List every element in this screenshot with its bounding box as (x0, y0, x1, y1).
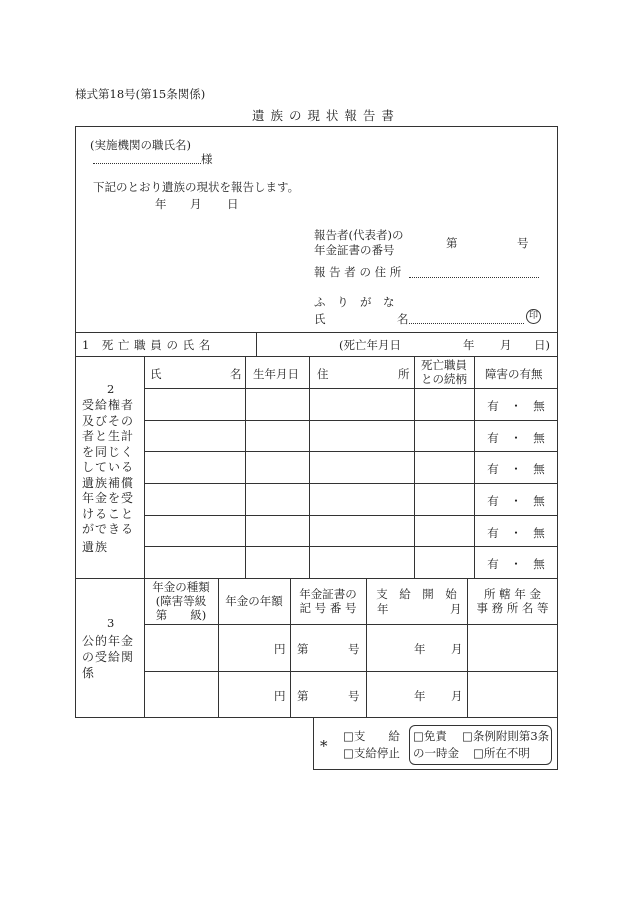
survivor-address-cell[interactable] (310, 516, 413, 545)
section2-side-line: 遺族補償 (82, 475, 135, 490)
survivor-relation-cell[interactable] (415, 547, 473, 577)
col-relation-2: との続柄 (421, 372, 467, 386)
col-start-year: 年 (377, 602, 389, 616)
section1-bottom-line (75, 356, 558, 357)
section2-side-line: 年金を受 (82, 491, 135, 505)
section2-side-line: を同じく (82, 444, 135, 459)
survivor-address-cell[interactable] (310, 421, 413, 450)
yen-label: 円 (274, 642, 286, 656)
option-shikyu[interactable]: □支 給 (343, 729, 400, 743)
section1-label: 1 死 亡 職 員 の 氏 名 (82, 338, 211, 352)
col-address-a: 住 (317, 367, 329, 381)
col-cert-number-2: 記 号 番 号 (299, 601, 357, 615)
death-year-label: 年 (463, 338, 475, 352)
survivor-birthdate-cell[interactable] (246, 547, 308, 577)
cert-go-label: 号 (517, 236, 529, 250)
section2-side-line: 受給権者 (82, 398, 135, 412)
survivor-birthdate-cell[interactable] (246, 484, 308, 514)
col-start-line1: 支 給 開 始 (376, 587, 457, 601)
option-stop[interactable]: □支給停止 (343, 746, 400, 760)
survivor-relation-cell[interactable] (415, 484, 473, 514)
section2-side-text (82, 398, 134, 556)
date-month-label: 月 (190, 197, 202, 211)
section2-number: 2 (107, 382, 115, 396)
survivor-name-cell[interactable] (145, 516, 244, 545)
col-pension-amount: 年金の年額 (225, 594, 283, 608)
cert-dai-label: 第 (297, 642, 309, 656)
survivor-address-cell[interactable] (310, 547, 413, 577)
disability-yes-no[interactable]: 有 ・ 無 (487, 462, 545, 476)
start-year-label: 年 (414, 689, 426, 703)
section2-side-line: 遺族 (82, 539, 109, 554)
option-article[interactable]: □条例附則第3条 (462, 729, 550, 743)
disability-yes-no[interactable]: 有 ・ 無 (487, 494, 545, 508)
section2-side-line: 及びその (82, 413, 135, 428)
section3-side-line: 係 (82, 666, 96, 680)
survivor-birthdate-cell[interactable] (246, 421, 308, 450)
col-birthdate: 生年月日 (253, 367, 299, 381)
col-pension-type-2: (障害等級 (155, 594, 207, 608)
survivor-relation-cell[interactable] (415, 389, 473, 419)
col-address-b: 所 (398, 367, 410, 381)
section2-side-line: ができる (82, 522, 135, 536)
survivor-address-cell[interactable] (310, 452, 413, 482)
col-name-b: 名 (230, 367, 242, 381)
survivor-birthdate-cell[interactable] (246, 389, 308, 419)
cert-go-label: 号 (348, 642, 360, 656)
name-shi-label: 氏 (314, 312, 326, 326)
section3-side-line: 公的年金 (82, 634, 135, 648)
date-year-label: 年 (155, 197, 167, 211)
section3-side-text (82, 633, 134, 681)
col-pension-type (144, 580, 218, 622)
disability-yes-no[interactable]: 有 ・ 無 (487, 431, 545, 445)
reporter-address-label: 報 告 者 の 住 所 (314, 265, 402, 279)
option-lump-sum: の一時金 (413, 746, 459, 760)
cert-dai-label: 第 (297, 689, 309, 703)
agency-label: (実施機関の職氏名) (90, 138, 191, 152)
section2-side-line: している (82, 460, 135, 474)
reporter-address-line[interactable] (409, 277, 539, 278)
cert-dai-label: 第 (446, 236, 458, 250)
form-title: 遺 族 の 現 状 報 告 書 (252, 108, 395, 123)
seal-mark: 印 (526, 309, 541, 324)
date-day-label: 日 (227, 197, 239, 211)
furigana-label: ふ り が な (314, 295, 395, 309)
survivor-birthdate-cell[interactable] (246, 452, 308, 482)
start-year-label: 年 (414, 642, 426, 656)
asterisk-mark: * (320, 737, 328, 755)
col-name-a: 氏 (150, 367, 162, 381)
survivor-name-cell[interactable] (145, 547, 244, 577)
s3-header-line (144, 624, 558, 625)
col-pension-type-1: 年金の種類 (152, 580, 210, 594)
survivor-relation-cell[interactable] (415, 516, 473, 545)
col-pension-office-1: 所 轄 年 金 (484, 587, 541, 601)
section2-side-line: 者と生計 (82, 429, 135, 443)
survivor-birthdate-cell[interactable] (246, 516, 308, 545)
survivor-name-cell[interactable] (145, 389, 244, 419)
disability-yes-no[interactable]: 有 ・ 無 (487, 399, 545, 413)
form-number: 様式第18号(第15条関係) (75, 87, 206, 101)
cert-go-label: 号 (348, 689, 360, 703)
col-pension-office-2: 事 務 所 名 等 (476, 601, 549, 615)
option-unknown[interactable]: □所在不明 (473, 746, 530, 760)
survivor-name-cell[interactable] (145, 421, 244, 450)
col-pension-office (467, 587, 558, 615)
survivor-relation-cell[interactable] (415, 421, 473, 450)
start-month-label: 月 (451, 642, 463, 656)
col-relation-1: 死亡職員 (421, 358, 467, 372)
disability-yes-no[interactable]: 有 ・ 無 (487, 557, 545, 571)
col-disability: 障害の有無 (485, 367, 543, 381)
s3-row-line (144, 671, 558, 672)
yen-label: 円 (274, 689, 286, 703)
survivor-name-cell[interactable] (145, 452, 244, 482)
reporter-name-line[interactable] (409, 323, 524, 324)
survivor-address-cell[interactable] (310, 389, 413, 419)
sama-label: 様 (201, 152, 213, 166)
death-date-label: (死亡年月日 (339, 338, 401, 352)
section2-side-line: けること (82, 506, 135, 521)
name-mei-label: 名 (397, 312, 409, 326)
survivor-address-cell[interactable] (310, 484, 413, 514)
death-month-label: 月 (500, 338, 512, 352)
reporter-cert-label-2: 年金証書の番号 (314, 243, 395, 257)
survivor-relation-cell[interactable] (415, 452, 473, 482)
intro-text: 下記のとおり遺族の現状を報告します。 (93, 180, 300, 194)
section3-side-line: の受給関 (82, 650, 135, 664)
survivor-name-cell[interactable] (145, 484, 244, 514)
section3-number: 3 (107, 616, 115, 630)
death-day-label: 日) (534, 338, 550, 352)
start-month-label: 月 (451, 689, 463, 703)
reporter-cert-label-1: 報告者(代表者)の (314, 228, 404, 242)
col-start-month: 月 (450, 602, 462, 616)
col-cert-number (290, 587, 366, 615)
disability-yes-no[interactable]: 有 ・ 無 (487, 526, 545, 540)
option-exempt[interactable]: □免責 (413, 729, 447, 743)
col-cert-number-1: 年金証書の (299, 587, 357, 601)
agency-name-line[interactable] (93, 163, 201, 164)
section1-top-line (75, 332, 558, 333)
col-pension-type-3: 第 級) (155, 608, 207, 622)
section3-top-line (75, 578, 558, 579)
section1-divider (256, 332, 257, 356)
